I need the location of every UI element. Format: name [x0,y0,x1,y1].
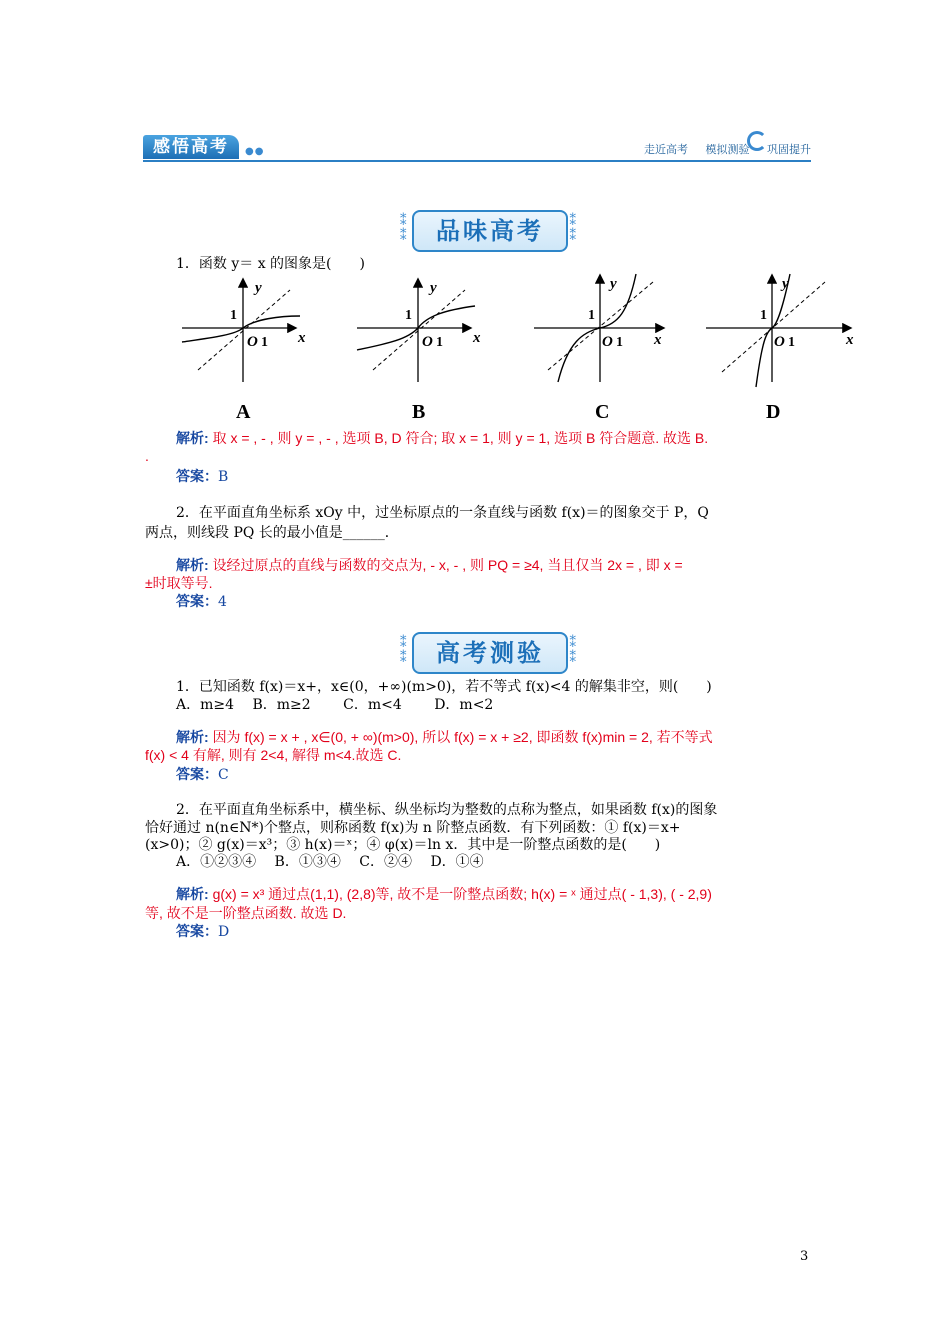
answer-label: 答案： [176,469,218,485]
s2-q2-analysis-line1 [176,884,712,904]
header-rule [143,160,811,162]
graph-label-a: A [236,401,251,423]
graph-a [182,280,306,382]
header-item-zoujin: 走近高考 [644,143,688,156]
graph-b [357,280,481,382]
graph-label-c: C [595,401,610,423]
s1-q1-stem: 1．函数 y＝ x 的图象是( ) [176,256,365,272]
svg-text:x: x [298,330,306,346]
svg-text:y: y [430,280,437,296]
graph-d [706,274,854,387]
analysis-text: g(x) = x³ 通过点(1,1), (2,8)等, 故不是一阶整点函数; h(x) = ˣ 通过点( - 1,3), ( - 2,9) [212,886,712,902]
svg-text:1: 1 [436,335,443,350]
s2-q1-stem: 1．已知函数 f(x)＝x+，x∈(0，+∞)(m>0)，若不等式 f(x)<4 的解集非空，则( ) [176,679,712,695]
header-left-title: 感悟高考 [143,135,239,159]
s2-q1-answer [176,764,229,784]
graph-c [534,274,663,382]
svg-text:1: 1 [616,335,623,350]
graph-label-b: B [412,401,426,423]
analysis-label: 解析: [176,557,209,573]
s1-q1-graphs [170,272,854,402]
s1-q1-analysis-tail: . [145,448,149,464]
svg-text:y: y [610,276,617,292]
banner-title: 高考测验 [436,639,544,667]
section-banner-ceyan [400,628,576,674]
banner-right-deco-icon: ⁑ ⁑ [569,214,576,244]
banner-right-deco-icon: ⁑ ⁑ [569,636,576,666]
banner-left-deco-icon: ⁑ ⁑ [400,214,407,244]
answer-label: 答案： [176,767,218,783]
svg-text:1: 1 [230,308,237,323]
s2-q2-options: A．①②③④ B．①③④ C．②④ D．①④ [176,854,484,870]
answer-value: 4 [218,594,227,610]
s1-q1-answer [176,466,228,486]
answer-label: 答案： [176,924,218,940]
svg-text:x: x [846,332,854,348]
answer-value: D [218,924,230,940]
analysis-label: 解析: [176,886,209,902]
s1-q2-stem-line1: 2．在平面直角坐标系 xOy 中，过坐标原点的一条直线与函数 f(x)＝的图象交于 P，Q [176,505,709,521]
page-header [143,133,811,163]
svg-text:O: O [602,334,613,350]
header-item-moni: 模拟测验 [705,143,750,156]
banner-left-deco-icon: ⁑ ⁑ [400,636,407,666]
s2-q1-analysis-line2: f(x) < 4 有解, 则有 2<4, 解得 m<4.故选 C. [145,747,402,763]
graph-label-d: D [766,401,781,423]
header-right-nav [630,141,811,157]
svg-text:O: O [422,334,433,350]
header-dots-icon: ●● [245,146,265,157]
svg-text:O: O [774,334,785,350]
answer-value: C [218,767,229,783]
svg-text:y: y [782,276,789,292]
s1-q2-answer [176,591,227,611]
svg-text:1: 1 [788,335,795,350]
analysis-text: 取 x = , - , 则 y = , - , 选项 B, D 符合; 取 x = 1, 则 y = 1, 选项 B 符合题意. 故选 B. [212,430,709,446]
analysis-text: 因为 f(x) = x + , x∈(0, + ∞)(m>0), 所以 f(x) = x + ≥2, 即函数 f(x)min = 2, 若不等式 [212,729,713,745]
banner-title: 品味高考 [436,217,544,245]
s2-q2-stem-line1: 2．在平面直角坐标系中，横坐标、纵坐标均为整数的点称为整点，如果函数 f(x)的图象 [176,802,718,818]
svg-text:1: 1 [405,308,412,323]
s2-q2-stem-line2: 恰好通过 n(n∈N*)个整点，则称函数 f(x)为 n 阶整点函数．有下列函数：① f(x)＝x+ [145,820,681,836]
s2-q2-stem-line3: (x>0)；② g(x)＝x³；③ h(x)＝ˣ；④ φ(x)＝ln x．其中是一阶整点函数的是( ) [145,837,661,853]
svg-text:y: y [255,280,262,296]
svg-text:x: x [473,330,481,346]
svg-text:1: 1 [760,308,767,323]
s2-q2-analysis-line2: 等, 故不是一阶整点函数. 故选 D. [145,905,347,921]
s2-q2-answer [176,921,229,941]
analysis-label: 解析: [176,430,209,446]
header-item-gonggu: 巩固提升 [767,143,811,156]
page-number: 3 [800,1249,809,1264]
s2-q1-analysis-line1 [176,727,713,747]
s1-q2-stem-line2: 两点，则线段 PQ 长的最小值是______． [145,525,399,541]
svg-text:x: x [654,332,662,348]
s1-q2-analysis-line1 [176,555,683,575]
svg-text:1: 1 [261,335,268,350]
s1-q2-analysis-line2: ±时取等号. [145,575,213,591]
svg-text:O: O [247,334,258,350]
analysis-text: 设经过原点的直线与函数的交点为, - x, - , 则 PQ = ≥4, 当且仅当 2x = , 即 x = [212,557,683,573]
analysis-label: 解析: [176,729,209,745]
s2-q1-options: A．m≥4 B．m≥2 C．m<4 D．m<2 [176,697,494,713]
svg-text:1: 1 [588,308,595,323]
s1-q1-analysis [176,428,708,448]
answer-label: 答案： [176,594,218,610]
answer-value: B [218,469,229,485]
section-banner-pinwei [400,206,576,252]
